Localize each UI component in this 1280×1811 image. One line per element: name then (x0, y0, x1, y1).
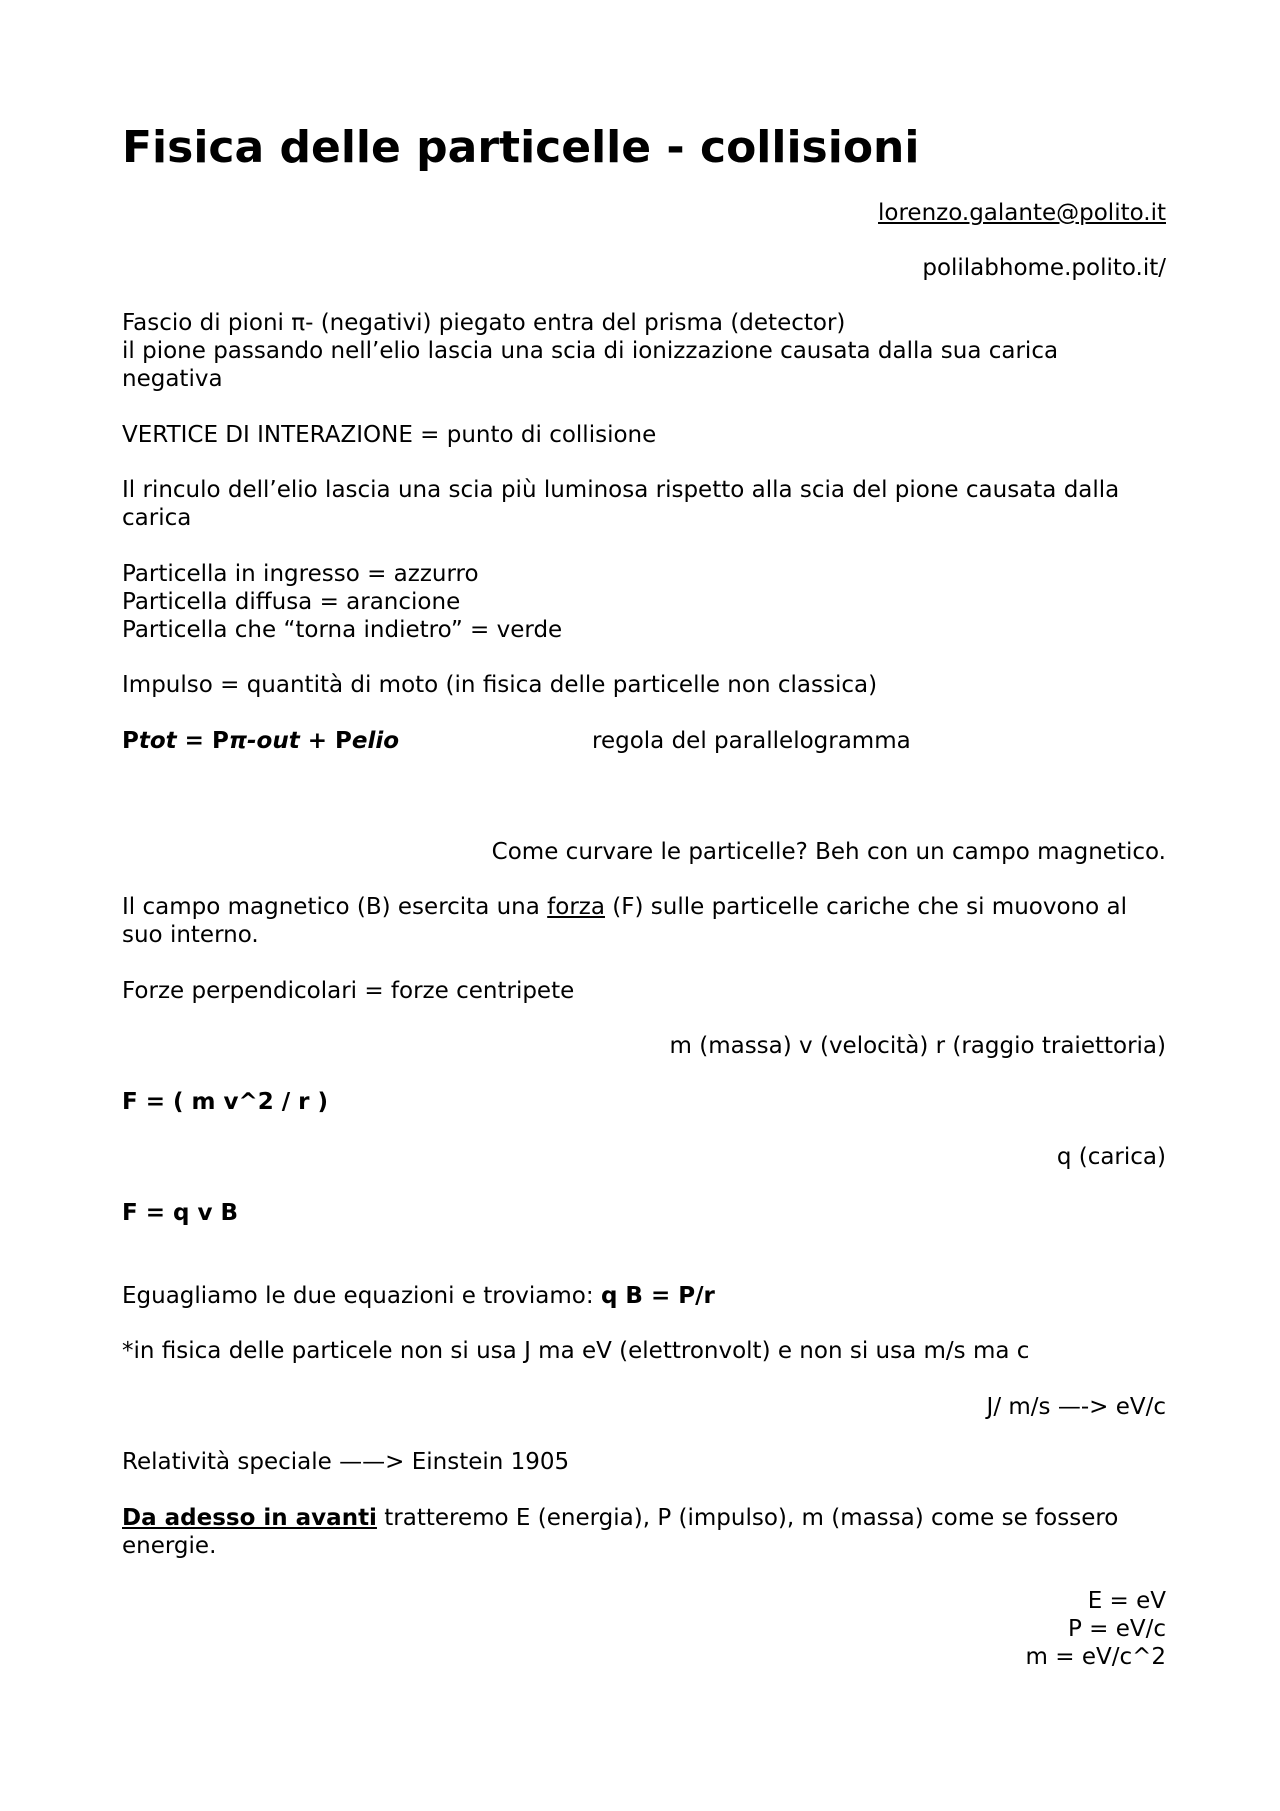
ptot-eq: = P (176, 728, 229, 754)
legend-item: Particella che “torna indietro” = verde (122, 617, 563, 643)
from-now-emphasis: Da adesso in avanti (122, 1505, 377, 1531)
colors-legend (122, 560, 1166, 644)
ptot-p: P (122, 728, 139, 754)
energy-unit-item: m = eV/c^2 (1025, 1644, 1166, 1670)
lorentz-formula: F = q v B (122, 1200, 238, 1226)
units-note: *in fisica delle particele non si usa J ma eV (elettronvolt) e non si usa m/s ma c (122, 1338, 1030, 1364)
website-line: polilabhome.polito.it/ (922, 255, 1166, 281)
intro-line-1: Fascio di pioni π- (negativi) piegato entra del prisma (detector) (122, 310, 846, 336)
centripetal-formula: F = ( m v^2 / r ) (122, 1089, 329, 1115)
charge-legend: q (carica) (1056, 1144, 1166, 1170)
ptot-sub-piout: π-out (228, 728, 300, 754)
equate-result: q B = P/r (600, 1283, 715, 1309)
energy-unit-item: E = eV (1087, 1588, 1166, 1614)
ptot-sub-elio: elio (351, 728, 400, 754)
from-now-line-1 (122, 1504, 1166, 1532)
intro-paragraph (122, 309, 1166, 393)
recoil-paragraph (122, 476, 1166, 532)
impulse-definition: Impulso = quantità di moto (in fisica delle particelle non classica) (122, 672, 878, 698)
intro-line-3: negativa (122, 366, 223, 392)
magnetic-line-1 (122, 893, 1166, 921)
magnetic-post: (F) sulle particelle cariche che si muovono al (604, 894, 1127, 920)
perpendicular-forces: Forze perpendicolari = forze centripete (122, 978, 575, 1004)
email-link[interactable]: lorenzo.galante@polito.it (878, 200, 1166, 226)
legend-item: Particella in ingresso = azzurro (122, 561, 479, 587)
mvr-legend: m (massa) v (velocità) r (raggio traiettoria) (669, 1033, 1166, 1059)
intro-line-2: il pione passando nell’elio lascia una scia di ionizzazione causata dalla sua carica (122, 338, 1059, 364)
ptot-plus: + P (299, 728, 352, 754)
ptot-formula (122, 728, 399, 754)
from-now-paragraph (122, 1504, 1166, 1560)
magnetic-pre: Il campo magnetico (B) esercita una (122, 894, 548, 920)
magnetic-line-2: suo interno. (122, 922, 259, 948)
equate-text: Eguagliamo le due equazioni e troviamo: (122, 1283, 601, 1309)
relativity-line: Relatività speciale ——> Einstein 1905 (122, 1449, 570, 1475)
vertex-definition: VERTICE DI INTERAZIONE = punto di collisione (122, 422, 657, 448)
equate-line (122, 1282, 1166, 1310)
units-conversion: J/ m/s —-> eV/c (986, 1394, 1166, 1420)
from-now-line-2: energie. (122, 1533, 217, 1559)
recoil-line-2: carica (122, 505, 192, 531)
from-now-rest: tratteremo E (energia), P (impulso), m (massa) come se fossero (376, 1505, 1119, 1531)
parallelogram-rule: regola del parallelogramma (592, 728, 911, 754)
forza-link[interactable]: forza (547, 894, 605, 920)
ptot-sub-tot: tot (138, 728, 177, 754)
magnetic-question: Come curvare le particelle? Beh con un campo magnetico. (491, 839, 1166, 865)
page-title: Fisica delle particelle - collisioni (122, 122, 920, 173)
magnetic-paragraph (122, 893, 1166, 949)
legend-item: Particella diffusa = arancione (122, 589, 461, 615)
ptot-row (122, 727, 1166, 755)
energy-unit-item: P = eV/c (1067, 1616, 1166, 1642)
recoil-line-1: Il rinculo dell’elio lascia una scia più luminosa rispetto alla scia del pione causata dalla (122, 477, 1120, 503)
email-line (122, 199, 1166, 227)
document-page (122, 0, 1166, 1811)
energy-units (1026, 1587, 1166, 1671)
